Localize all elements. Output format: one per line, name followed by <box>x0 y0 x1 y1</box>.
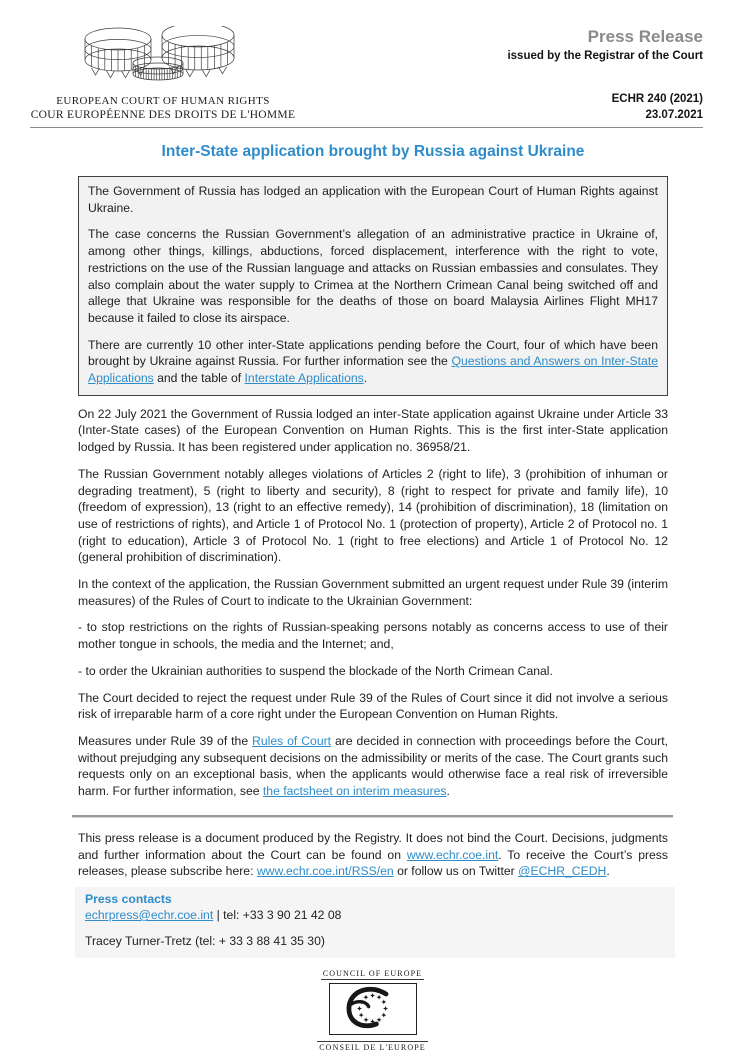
reference-block <box>612 92 703 123</box>
press-release-heading: Press Release <box>587 27 703 46</box>
echr-website-link[interactable]: www.echr.coe.int <box>406 847 499 862</box>
document-body <box>78 143 668 810</box>
court-name-fr: COUR EUROPÉENNE DES DROITS DE L'HOMME <box>30 109 296 121</box>
registry-note <box>78 830 668 880</box>
text-segment: The case concerns the Russian Government’s allegation of an administrative practice in Ukraine of, among other things, killings, abductions, forced displacement, interference with the right to vote, restrictions on the use of the Russian language and attacks on Russian embassies and consulates. They also complain about the water supply to Crimea at the Northern Crimean Canal being switched off and allege that Ukraine was responsible for the deaths of those on board Malaysia Airlines Flight MH17 because it failed to close its airspace. <box>88 227 658 325</box>
body-paragraph <box>78 733 668 800</box>
rules-of-court-link[interactable]: Rules of Court <box>252 733 332 748</box>
press-contacts-heading: Press contacts <box>85 892 172 907</box>
text-segment: - to stop restrictions on the rights of Russian-speaking persons notably as concerns access to use of their mother tongue in schools, the media and the Internet; and, <box>78 620 668 652</box>
court-name-en: EUROPEAN COURT OF HUMAN RIGHTS <box>56 95 270 107</box>
text-segment: The Russian Government notably alleges violations of Articles 2 (right to life), 3 (prohibition of inhuman or degrading treatment), 5 (right to liberty and security), 8 (right to respect for private and family life), 10 (freedom of expression), 13 (right to an effective remedy), 14 (prohibition of discrimination), 18 (limitation on use of restrictions of rights), and Article 1 of Protocol No. 1 (protection of property), Article 2 of Protocol no. 1 (right to education), Article 3 of Protocol No. 1 (right to free elections) and Article 1 of Protocol No. 12 (general prohibition of discrimination). <box>78 466 668 565</box>
text-segment: . <box>446 784 450 799</box>
council-of-europe-logo <box>313 963 433 1053</box>
text-segment: In the context of the application, the Russian Government submitted an urgent request under Rule 39 (interim measures) of the Rules of Court to indicate to the Ukrainian Government: <box>78 577 668 608</box>
echr-building-logo <box>74 26 246 94</box>
body-paragraph <box>78 576 668 609</box>
body-paragraph <box>78 406 668 456</box>
press-contacts-line <box>85 907 665 924</box>
text-segment: or follow us on Twitter <box>393 864 519 879</box>
press-contacts-block <box>75 887 675 958</box>
text-segment: There are currently 10 other inter-State applications pending before the Court, four of which have been brought by Ukraine against Russia. For further information see the <box>88 337 658 369</box>
text-segment: Measures under Rule 39 of the <box>78 733 253 748</box>
coe-caption-en: COUNCIL OF EUROPE <box>322 969 423 979</box>
body-paragraph <box>78 619 668 652</box>
text-segment: and the table of <box>153 371 245 386</box>
body-paragraph <box>78 690 668 723</box>
press-release-header <box>507 28 703 62</box>
issued-by-line: issued by the Registrar of the Court <box>507 49 703 62</box>
footer-separator <box>72 815 673 818</box>
document-footer <box>0 815 745 1053</box>
header-rule <box>30 127 703 128</box>
coe-stars-emblem-icon <box>330 984 415 1033</box>
press-email-link[interactable]: echrpress@echr.coe.int <box>85 908 214 923</box>
text-segment: - to order the Ukrainian authorities to suspend the blockade of the North Crimean Canal. <box>78 663 553 678</box>
text-segment: Tracey Turner-Tretz (tel: + 33 3 88 41 35 30) <box>85 934 325 949</box>
coe-caption-fr: CONSEIL DE L'EUROPE <box>319 1043 426 1053</box>
text-segment: are decided in connection with proceedings before the Court, without prejudging any subsequent decisions on the admissibility or merits of the case. The Court grants such requests only on an exceptional basis, when the applicants would otherwise face a real risk of irreversible harm. For further information, see <box>78 733 669 799</box>
press-contacts-line <box>85 933 665 950</box>
interim-measures-factsheet-link[interactable]: the factsheet on interim measures <box>262 784 447 799</box>
text-segment: This press release is a document produced by the Registry. It does not bind the Court. Decisions, judgments and further information about the Court can be found on <box>78 831 668 862</box>
text-segment: | tel: +33 3 90 21 42 08 <box>213 908 342 923</box>
qa-inter-state-applications-link[interactable]: Questions and Answers on Inter-State Applications <box>88 354 658 386</box>
body-paragraph <box>78 466 668 566</box>
body-paragraph <box>78 663 668 680</box>
text-segment: On 22 July 2021 the Government of Russia lodged an inter-State application against Ukraine under Article 33 (Inter-State cases) of the European Convention on Human Rights. This is the first inter-State application lodged by Russia. It has been registered under application no. 36958/21. <box>78 406 668 455</box>
rss-subscribe-link[interactable]: www.echr.coe.int/RSS/en <box>256 864 394 879</box>
text-segment: . To receive the Court’s press releases, please subscribe here: <box>78 847 668 879</box>
summary-paragraph <box>88 183 658 216</box>
page-title: Inter-State application brought by Russia against Ukraine <box>161 143 585 160</box>
text-segment: The Court decided to reject the request under Rule 39 of the Rules of Court since it did not involve a serious risk of irreparable harm of a core right under the European Convention on Human Rights. <box>78 690 668 722</box>
coe-emblem-box <box>329 983 417 1035</box>
summary-paragraph <box>88 226 658 326</box>
summary-box <box>78 176 668 396</box>
text-segment: . <box>363 371 368 386</box>
interstate-applications-table-link[interactable]: Interstate Applications <box>244 371 364 386</box>
court-names <box>28 95 298 121</box>
twitter-handle-link[interactable]: @ECHR_CEDH <box>518 864 607 879</box>
text-segment: . <box>606 864 610 879</box>
reference-number: ECHR 240 (2021) <box>611 93 703 105</box>
summary-paragraph <box>88 337 658 387</box>
text-segment: The Government of Russia has lodged an application with the European Court of Human Rights against Ukraine. <box>88 184 658 215</box>
release-date: 23.07.2021 <box>645 108 703 121</box>
